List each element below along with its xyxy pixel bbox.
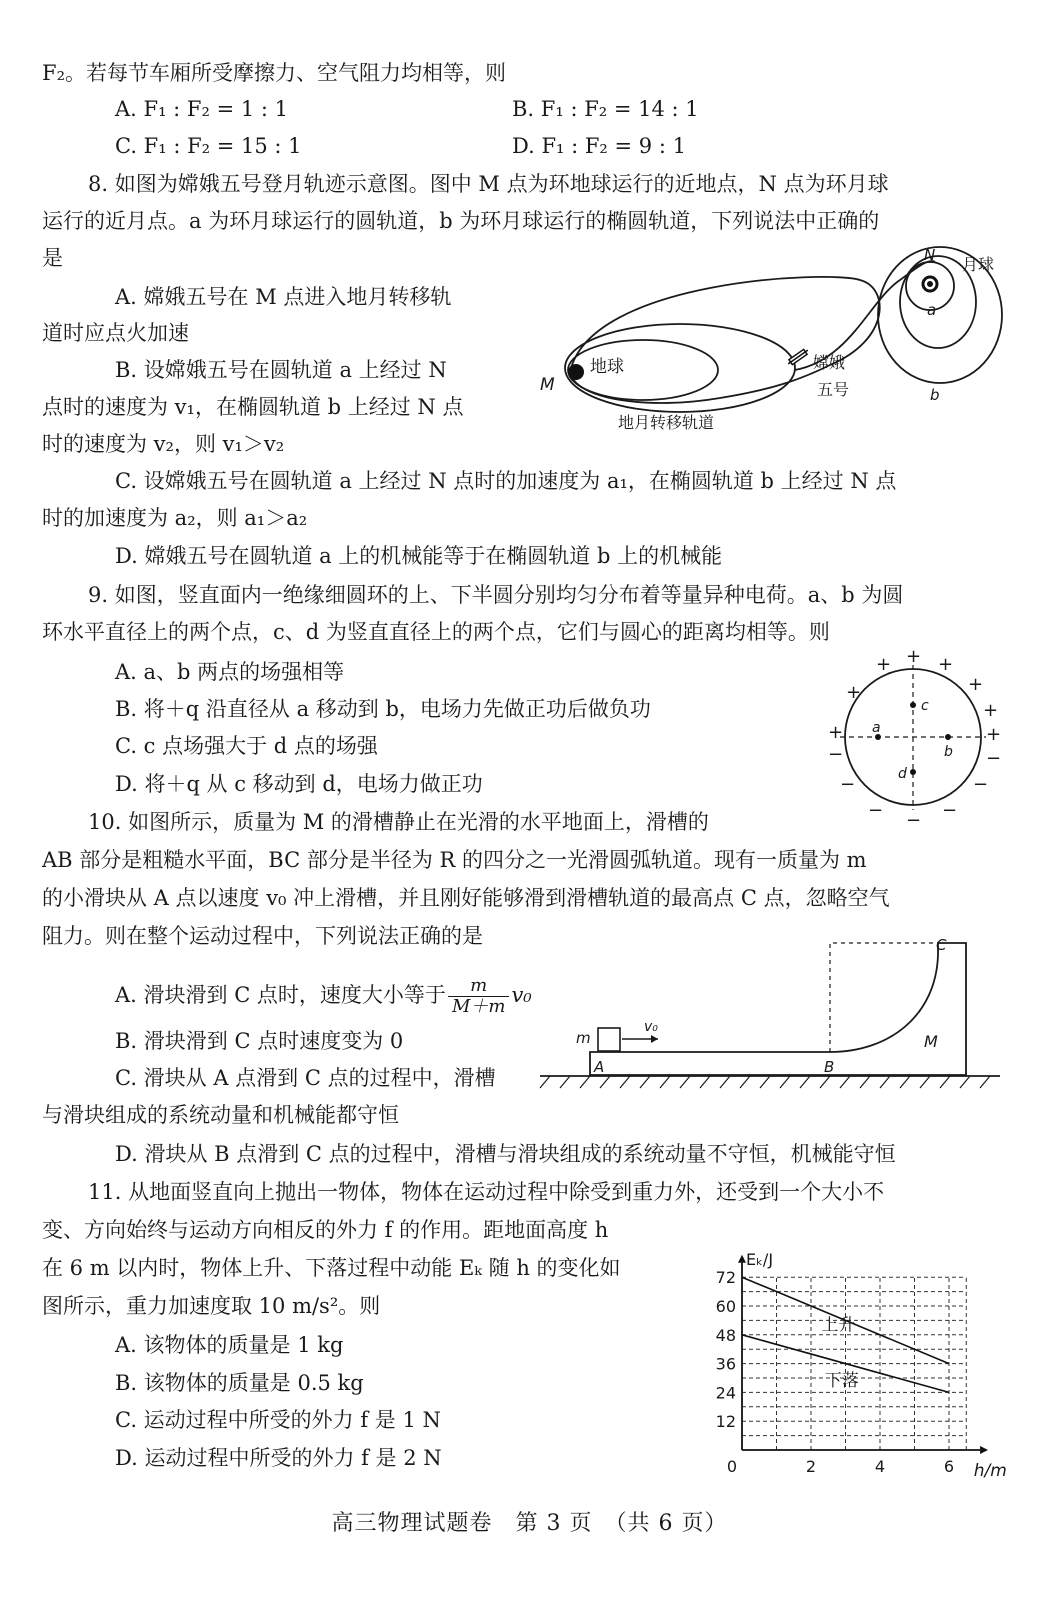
q9-ring-figure xyxy=(818,646,1008,831)
q10-stem-line: 阻力。则在整个运动过程中，下列说法正确的是 xyxy=(42,924,483,948)
q11-option-d: D. 运动过程中所受的外力 f 是 2 N xyxy=(115,1446,442,1470)
svg-text:+: + xyxy=(846,682,862,703)
x-axis-label: h/m xyxy=(973,1461,1007,1481)
q11-stem-line: 在 6 m 以内时，物体上升、下落过程中动能 Eₖ 随 h 的变化如 xyxy=(42,1256,621,1280)
groove-dashed-outline xyxy=(830,943,938,1052)
q8-trajectory-figure xyxy=(530,240,1030,440)
arrow-head-icon xyxy=(651,1035,658,1043)
q8-option-c-line: 时的加速度为 a₂，则 a₁＞a₂ xyxy=(42,506,308,530)
q9-option-d: D. 将＋q 从 c 移动到 d，电场力做正功 xyxy=(115,772,483,796)
point-b xyxy=(945,734,951,740)
q7-option-c: C. F₁ : F₂ = 15 : 1 xyxy=(115,134,302,158)
svg-text:+: + xyxy=(876,654,892,675)
label-moon: 月球 xyxy=(962,255,995,274)
label-probe-2: 五号 xyxy=(817,380,850,399)
svg-text:−: − xyxy=(868,800,884,821)
y-axis-label: Eₖ/J xyxy=(746,1249,774,1269)
svg-text:−: − xyxy=(828,744,844,765)
label-earth: 地球 xyxy=(590,357,624,377)
q8-option-b-line: 点时的速度为 v₁，在椭圆轨道 b 上经过 N 点 xyxy=(42,395,464,419)
svg-text:+: + xyxy=(968,674,984,695)
q11-stem-line: 11. 从地面竖直向上抛出一物体，物体在运动过程中除受到重力外，还受到一个大小不 xyxy=(88,1180,885,1204)
q11-option-a: A. 该物体的质量是 1 kg xyxy=(115,1333,344,1357)
page-footer: 高三物理试题卷 第 3 页 （共 6 页） xyxy=(331,1511,728,1536)
series-label: 上升 xyxy=(821,1315,856,1336)
q9-option-a: A. a、b 两点的场强相等 xyxy=(115,660,345,684)
label-v0: v₀ xyxy=(644,1019,658,1035)
q8-option-d: D. 嫦娥五号在圆轨道 a 上的机械能等于在椭圆轨道 b 上的机械能 xyxy=(115,544,723,568)
q10-option-d: D. 滑块从 B 点滑到 C 点的过程中，滑槽与滑块组成的系统动量不守恒，机械能守恒 xyxy=(115,1142,896,1166)
x-tick-label: 2 xyxy=(805,1457,817,1476)
q8-option-b-line: B. 设嫦娥五号在圆轨道 a 上经过 N xyxy=(115,358,447,382)
svg-text:+: + xyxy=(828,722,844,743)
q9-option-c: C. c 点场强大于 d 点的场强 xyxy=(115,734,378,758)
y-tick-label: 72 xyxy=(715,1268,736,1288)
slider-block xyxy=(598,1028,620,1051)
label-N: N xyxy=(924,246,936,264)
q10-slot-figure xyxy=(540,935,1010,1105)
y-tick-label: 24 xyxy=(715,1383,736,1403)
q8-stem-line: 运行的近月点。a 为环月球运行的圆轨道，b 为环月球运行的椭圆轨道，下列说法中正确的 xyxy=(42,209,880,233)
label-d: d xyxy=(898,766,907,782)
label-c: c xyxy=(921,698,929,714)
label-a: a xyxy=(872,720,881,736)
q10-stem-line: 的小滑块从 A 点以速度 v₀ 冲上滑槽，并且刚好能够滑到滑槽轨道的最高点 C 点，忽略空气 xyxy=(42,886,890,910)
label-m: m xyxy=(576,1029,591,1047)
svg-text:−: − xyxy=(840,774,856,795)
q8-option-a-line: A. 嫦娥五号在 M 点进入地月转移轨 xyxy=(115,285,452,309)
svg-text:+: + xyxy=(906,646,922,667)
q8-stem-line: 8. 如图为嫦娥五号登月轨迹示意图。图中 M 点为环地球运行的近地点，N 点为环月球 xyxy=(88,172,889,196)
q11-stem-line: 图所示，重力加速度取 10 m/s²。则 xyxy=(42,1294,381,1318)
series-label: 下落 xyxy=(824,1370,859,1391)
y-tick-label: 12 xyxy=(715,1412,736,1432)
groove-body xyxy=(590,943,966,1075)
q9-stem-line: 9. 如图，竖直面内一绝缘细圆环的上、下半圆分别均匀分布着等量异种电荷。a、b 为圆 xyxy=(88,583,904,607)
svg-text:−: − xyxy=(942,800,958,821)
probe-icon xyxy=(786,348,809,367)
label-A: A xyxy=(594,1058,605,1076)
label-M: M xyxy=(924,1032,938,1051)
chart-axes xyxy=(738,1255,988,1454)
label-probe-1: 嫦娥 xyxy=(813,353,846,372)
svg-text:−: − xyxy=(986,748,1002,769)
x-axis-arrow-icon xyxy=(980,1446,988,1454)
label-transfer-orbit: 地月转移轨道 xyxy=(618,413,715,432)
q11-option-c: C. 运动过程中所受的外力 f 是 1 N xyxy=(115,1408,441,1432)
point-c xyxy=(910,702,916,708)
earth-icon xyxy=(568,364,584,380)
svg-text:+: + xyxy=(986,724,1002,745)
q9-option-b: B. 将＋q 沿直径从 a 移动到 b，电场力先做正功后做负功 xyxy=(115,697,651,721)
q8-option-a-line: 道时应点火加速 xyxy=(42,321,189,345)
q7-stem-tail: F₂。若每节车厢所受摩擦力、空气阻力均相等，则 xyxy=(42,61,506,85)
q10-option-b: B. 滑块滑到 C 点时速度变为 0 xyxy=(115,1029,404,1053)
svg-text:−: − xyxy=(906,810,922,831)
q8-option-c-line: C. 设嫦娥五号在圆轨道 a 上经过 N 点时的加速度为 a₁，在椭圆轨道 b 上经过 N 点 xyxy=(115,469,897,493)
q10-stem-line: AB 部分是粗糙水平面，BC 部分是半径为 R 的四分之一光滑圆弧轨道。现有一质量为 m xyxy=(42,848,867,872)
label-M: M xyxy=(540,375,555,395)
label-B: B xyxy=(824,1058,835,1076)
x-tick-label: 6 xyxy=(943,1457,955,1476)
x-tick-label: 4 xyxy=(874,1457,886,1476)
label-a: a xyxy=(927,301,937,319)
x-tick-label: 0 xyxy=(726,1457,738,1476)
fraction-denominator: M＋m xyxy=(451,996,506,1017)
q8-option-b-line: 时的速度为 v₂，则 v₁＞v₂ xyxy=(42,432,285,456)
chart-grid xyxy=(742,1277,966,1450)
q10-option-c-line: C. 滑块从 A 点滑到 C 点的过程中，滑槽 xyxy=(115,1066,496,1090)
q11-stem-line: 变、方向始终与运动方向相反的外力 f 的作用。距地面高度 h xyxy=(42,1218,609,1242)
q11-option-b: B. 该物体的质量是 0.5 kg xyxy=(115,1371,364,1395)
q10-stem-line: 10. 如图所示，质量为 M 的滑槽静止在光滑的水平地面上，滑槽的 xyxy=(88,810,709,834)
y-tick-label: 48 xyxy=(715,1325,736,1345)
minus-charges xyxy=(828,744,1001,831)
q7-option-a: A. F₁ : F₂ = 1 : 1 xyxy=(115,97,289,121)
fraction-numerator: m xyxy=(448,976,510,997)
svg-text:+: + xyxy=(983,700,999,721)
label-C: C xyxy=(936,936,947,954)
q7-option-d: D. F₁ : F₂ = 9 : 1 xyxy=(512,134,686,158)
label-b: b xyxy=(944,744,953,760)
y-axis-arrow-icon xyxy=(738,1255,746,1263)
y-tick-label: 36 xyxy=(715,1354,736,1374)
y-tick-label: 60 xyxy=(715,1297,736,1316)
point-d xyxy=(910,769,916,775)
q8-stem-line: 是 xyxy=(42,246,63,270)
ek-h-chart xyxy=(712,1218,1007,1481)
plus-charges xyxy=(828,646,1001,745)
label-b: b xyxy=(930,386,940,404)
ground-hatching xyxy=(540,1076,990,1088)
q10-option-a: A. 滑块滑到 C 点时，速度大小等于 $\frac{m}{M+m}$ v₀ xyxy=(115,975,532,1017)
q9-stem-line: 环水平直径上的两个点，c、d 为竖直直径上的两个点，它们与圆心的距离均相等。则 xyxy=(42,620,830,644)
q7-option-b: B. F₁ : F₂ = 14 : 1 xyxy=(512,97,699,121)
svg-text:+: + xyxy=(938,654,954,675)
q10-option-c-line: 与滑块组成的系统动量和机械能都守恒 xyxy=(42,1103,399,1127)
svg-text:−: − xyxy=(973,774,989,795)
